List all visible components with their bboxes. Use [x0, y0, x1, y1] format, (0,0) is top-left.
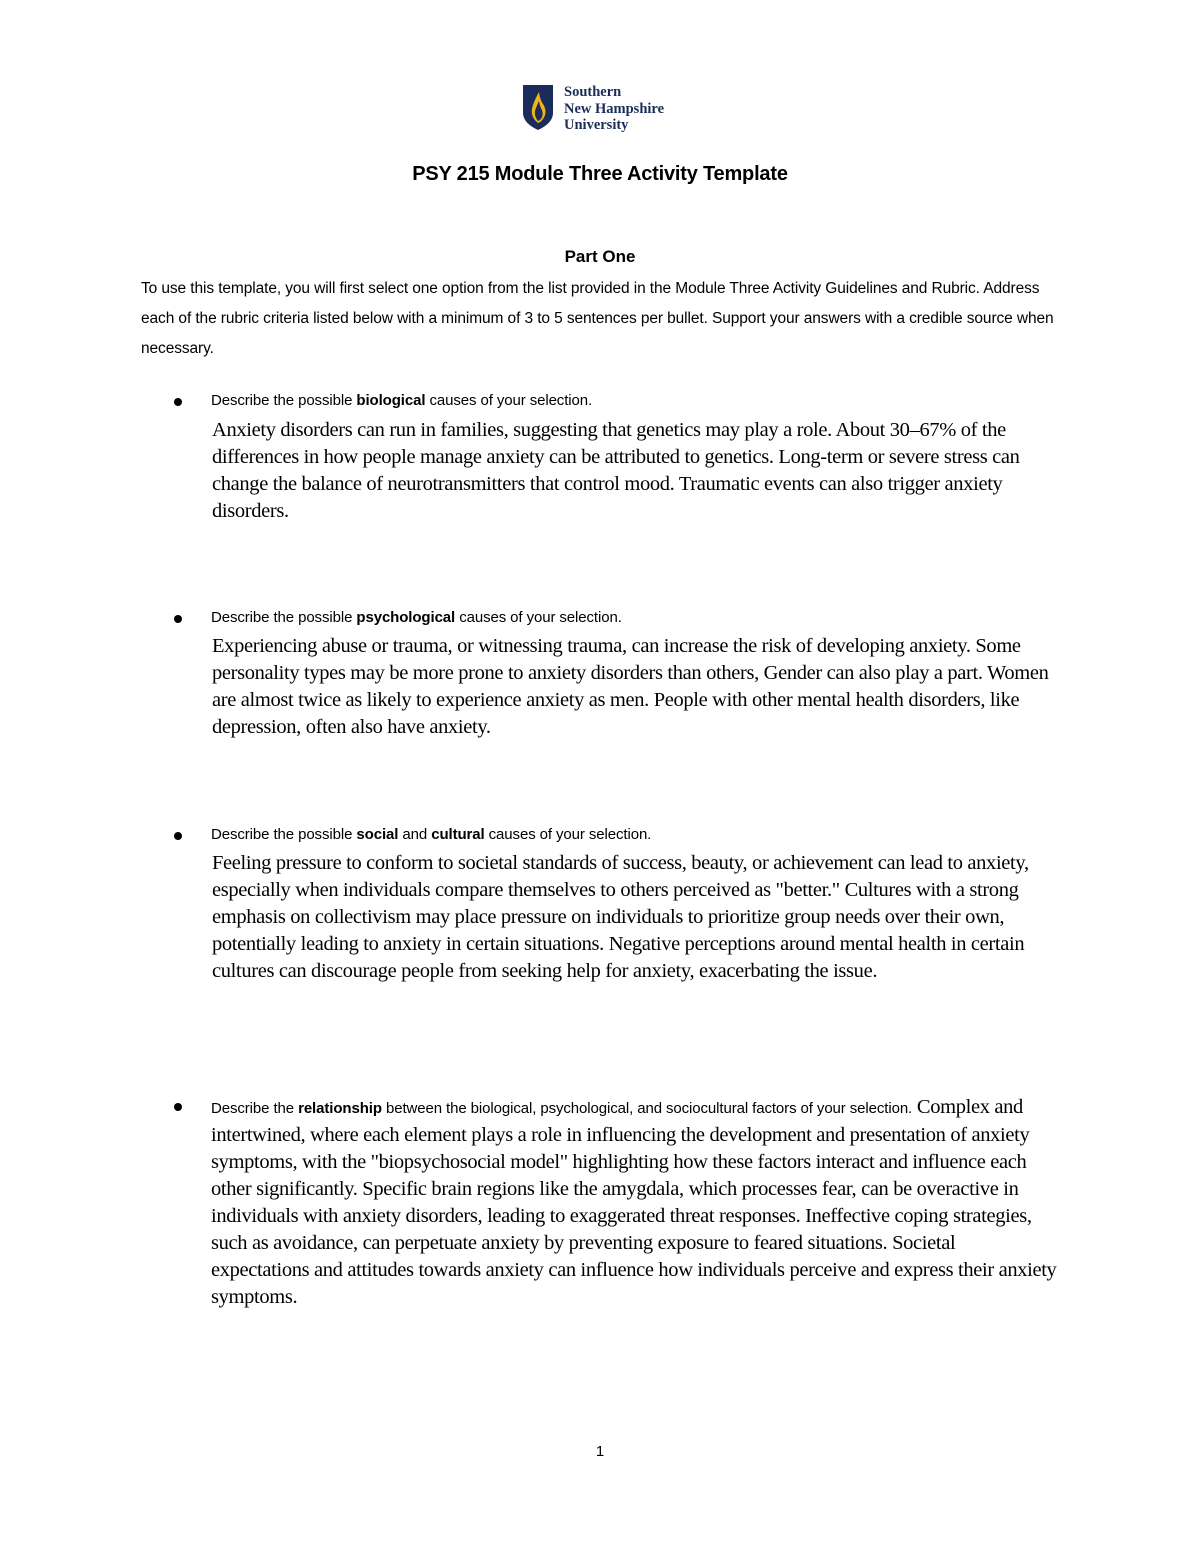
prompt-text: Describe the possible	[211, 392, 357, 409]
prompt-text: Describe the possible	[211, 609, 357, 626]
part-heading: Part One	[564, 247, 636, 266]
prompt-text: causes of your selection.	[455, 609, 622, 626]
logo-line-3: University	[564, 117, 629, 133]
logo-line-1: Southern	[564, 84, 622, 100]
prompt-text: causes of your selection.	[484, 826, 652, 843]
answer-biological: Anxiety disorders can run in families, suggesting that genetics may play a role. About 30–67% of the differences in how people manage anxiety can be attributed to genetics. Long-term or severe stress can change the balance of neurotransmitters that control mood. Traumatic events can also trigger anxiety disorders.	[212, 419, 1020, 522]
logo-wordmark	[564, 84, 664, 134]
university-logo	[521, 83, 664, 134]
bullet-relationship	[211, 1094, 1057, 1311]
page-number: 1	[595, 1443, 605, 1460]
answer-psychological: Experiencing abuse or trauma, or witnessing trauma, can increase the risk of developing anxiety. Some personality types may be more prone to anxiety disorders than others, Gender can also play a part. Women are almost twice as likely to experience anxiety as men. People with other mental health disorders, like depression, often also have anxiety.	[212, 635, 1049, 738]
answer-relationship: Complex and intertwined, where each element plays a role in influencing the development and presentation of anxiety symptoms, with the "biopsychosocial model" highlighting how these factors interact and influence each other significantly. Specific brain regions like the amygdala, which processes fear, can be overactive in individuals with anxiety disorders, leading to exaggerated threat responses. Ineffective coping strategies, such as avoidance, can perpetuate anxiety by preventing exposure to feared situations. Societal expectations and attitudes towards anxiety can influence how individuals perceive and express their anxiety symptoms.	[211, 1096, 1057, 1308]
bullet-prompt-biological	[211, 392, 592, 409]
prompt-text: between the biological, psychological, and sociocultural factors of your selection.	[381, 1100, 913, 1117]
intro-paragraph: To use this template, you will first select one option from the list provided in the Module Three Activity Guidelines and Rubric. Address each of the rubric criteria listed below with a minimum of 3 to 5 sentences per bullet. Support your answers with a credible source when necessary.	[141, 280, 1054, 357]
document-title: PSY 215 Module Three Activity Template	[412, 163, 788, 185]
bullet-icon	[174, 398, 182, 406]
prompt-emphasis: relationship	[298, 1100, 382, 1117]
bullet-prompt-social-cultural	[211, 826, 651, 843]
logo-line-2: New Hampshire	[564, 100, 665, 117]
bullet-icon	[174, 615, 182, 623]
bullet-icon	[174, 1103, 182, 1111]
shield-flame-icon	[521, 83, 555, 131]
prompt-text: and	[398, 826, 432, 843]
bullet-prompt-psychological	[211, 609, 622, 626]
prompt-emphasis: social	[356, 826, 399, 843]
prompt-text: Describe the possible	[211, 826, 357, 843]
prompt-emphasis: psychological	[356, 609, 456, 626]
prompt-text: Describe the	[211, 1100, 299, 1117]
answer-social-cultural: Feeling pressure to conform to societal standards of success, beauty, or achievement can lead to anxiety, especially when individuals compare themselves to others perceived as "better." Cultures with a strong emphasis on collectivism may place pressure on individuals to prioritize group needs over their own, potentially leading to anxiety in certain situations. Negative perceptions around mental health in certain cultures can discourage people from seeking help for anxiety, exacerbating the issue.	[212, 852, 1029, 982]
bullet-icon	[174, 832, 182, 840]
prompt-emphasis: biological	[356, 392, 426, 409]
prompt-emphasis: cultural	[431, 826, 485, 843]
prompt-text: causes of your selection.	[425, 392, 593, 409]
